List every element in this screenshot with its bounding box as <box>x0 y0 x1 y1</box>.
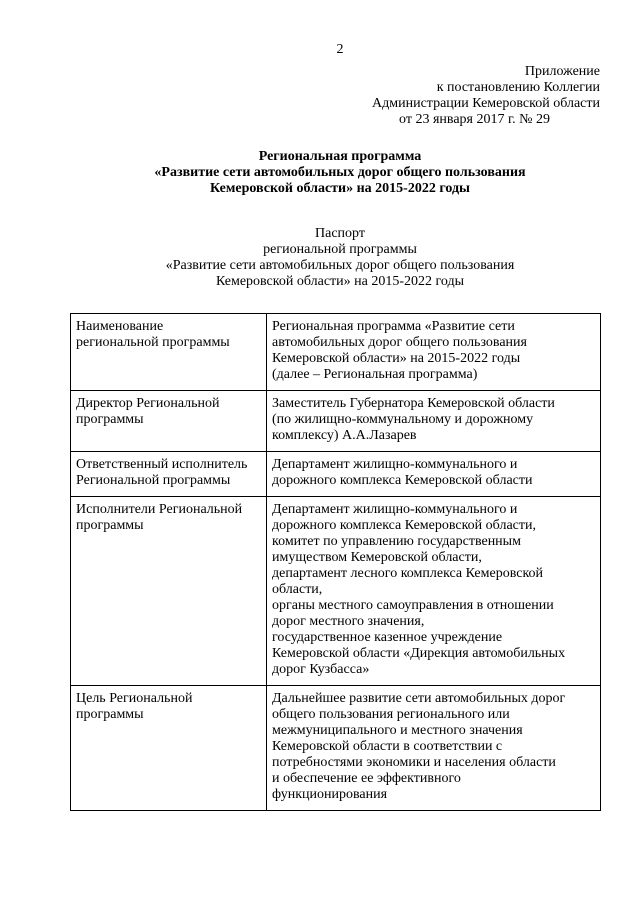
table-row <box>71 391 601 452</box>
row-label-line: Цель Региональной <box>76 691 193 706</box>
row-label-line: программы <box>76 412 144 427</box>
row-value-line: (далее – Региональная программа) <box>272 367 478 382</box>
row-value-line: государственное казенное учреждение <box>272 630 503 645</box>
appendix-line: к постановлению Коллегии <box>436 80 600 95</box>
row-value-cell <box>267 686 601 811</box>
appendix-line: Приложение <box>524 64 600 79</box>
row-label-line: Ответственный исполнитель <box>76 457 248 472</box>
row-value-line: Дальнейшее развитие сети автомобильных дорог <box>272 691 566 706</box>
row-value-line: межмуниципального и местного значения <box>272 723 523 738</box>
row-label-cell <box>71 686 267 811</box>
page-number: 2 <box>336 42 344 57</box>
row-value-line: Заместитель Губернатора Кемеровской области <box>272 396 555 411</box>
row-value-line: дорог Кузбасса» <box>272 662 370 677</box>
row-value-line: дорожного комплекса Кемеровской области <box>272 473 533 488</box>
program-title <box>0 149 640 197</box>
row-value-line: и обеспечение ее эффективного <box>272 771 461 786</box>
passport-heading-line: Кемеровской области» на 2015-2022 годы <box>215 274 465 289</box>
row-value-cell <box>267 314 601 391</box>
row-value-line: Кемеровской области «Дирекция автомобильных <box>272 646 566 661</box>
row-label-line: Наименование <box>76 319 164 334</box>
row-value-cell <box>267 452 601 497</box>
appendix-date-line: от 23 января 2017 г. № 29 <box>399 112 550 127</box>
row-value-line: общего пользования регионального или <box>272 707 510 722</box>
row-value-line: органы местного самоуправления в отношении <box>272 598 554 613</box>
row-value-line: Департамент жилищно-коммунального и <box>272 457 518 472</box>
row-value-line: (по жилищно-коммунальному и дорожному <box>272 412 534 427</box>
row-value-cell <box>267 497 601 686</box>
row-value-line: Кемеровской области» на 2015-2022 годы <box>272 351 521 366</box>
row-value-line: дорожного комплекса Кемеровской области, <box>272 518 536 533</box>
row-label-line: Региональной программы <box>76 473 231 488</box>
appendix-note <box>300 64 600 128</box>
row-label-cell <box>71 391 267 452</box>
appendix-line: Администрации Кемеровской области <box>372 96 600 111</box>
row-label-line: программы <box>76 518 144 533</box>
table-row <box>71 314 601 391</box>
row-label-line: Исполнители Региональной <box>76 502 243 517</box>
passport-heading-line: «Развитие сети автомобильных дорог общего пользования <box>165 258 515 273</box>
program-title-line: «Развитие сети автомобильных дорог общего пользования <box>154 165 526 180</box>
table-row <box>71 452 601 497</box>
row-value-line: области, <box>272 582 323 597</box>
program-title-line: Региональная программа <box>258 149 422 164</box>
row-label-cell <box>71 452 267 497</box>
passport-heading-line: Паспорт <box>315 226 365 241</box>
row-label-line: программы <box>76 707 144 722</box>
table-row <box>71 686 601 811</box>
row-value-line: департамент лесного комплекса Кемеровской <box>272 566 544 581</box>
row-value-line: автомобильных дорог общего пользования <box>272 335 527 350</box>
row-value-line: комплексу) А.А.Лазарев <box>272 428 417 443</box>
program-title-line: Кемеровской области» на 2015-2022 годы <box>210 181 470 196</box>
row-value-line: Региональная программа «Развитие сети <box>272 319 515 334</box>
row-value-line: комитет по управлению государственным <box>272 534 521 549</box>
passport-heading-line: региональной программы <box>263 242 417 257</box>
row-value-line: Кемеровской области в соответствии с <box>272 739 503 754</box>
row-value-line: дорог местного значения, <box>272 614 425 629</box>
table-row <box>71 497 601 686</box>
row-value-line: функционирования <box>272 787 388 802</box>
passport-heading <box>0 226 640 290</box>
row-value-cell <box>267 391 601 452</box>
row-value-line: Департамент жилищно-коммунального и <box>272 502 518 517</box>
passport-table <box>70 313 601 811</box>
row-label-line: региональной программы <box>76 335 230 350</box>
row-label-cell <box>71 314 267 391</box>
row-value-line: потребностями экономики и населения области <box>272 755 556 770</box>
row-label-cell <box>71 497 267 686</box>
row-label-line: Директор Региональной <box>76 396 220 411</box>
row-value-line: имуществом Кемеровской области, <box>272 550 482 565</box>
